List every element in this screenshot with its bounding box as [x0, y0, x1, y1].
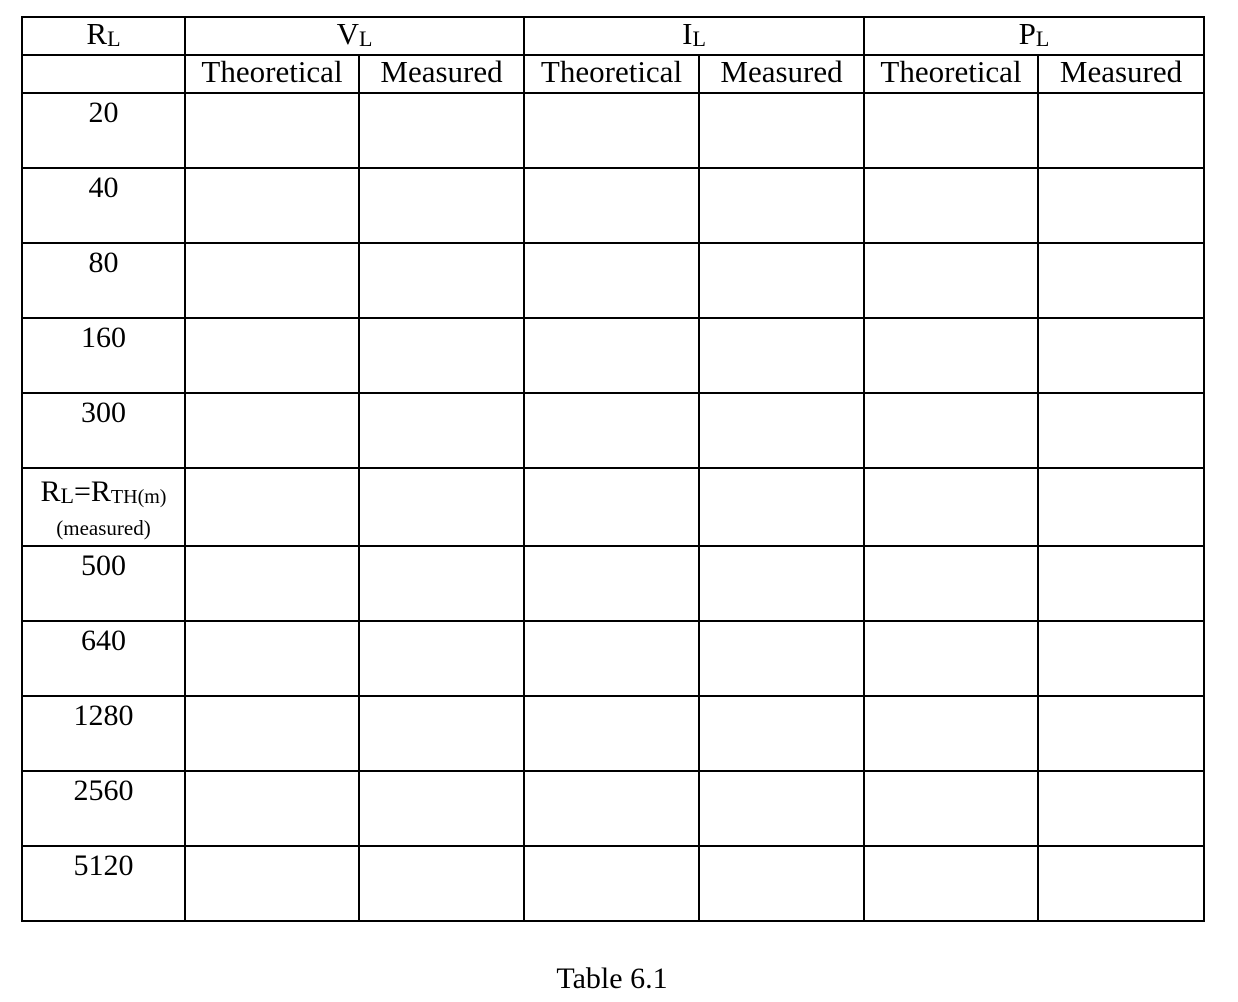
- pl-theoretical-cell[interactable]: [864, 243, 1038, 318]
- vl-theoretical-cell[interactable]: [185, 168, 359, 243]
- vl-measured-cell[interactable]: [359, 318, 524, 393]
- pl-measured-cell[interactable]: [1038, 771, 1204, 846]
- header-vl: [185, 17, 524, 55]
- rl-value: 40: [22, 168, 185, 243]
- pl-measured-cell[interactable]: [1038, 93, 1204, 168]
- il-theoretical-cell[interactable]: [524, 846, 699, 921]
- rl-value: 300: [22, 393, 185, 468]
- il-theoretical-cell[interactable]: [524, 771, 699, 846]
- il-theoretical-cell[interactable]: [524, 93, 699, 168]
- il-theoretical-cell[interactable]: [524, 243, 699, 318]
- header-vl-main: V: [336, 16, 359, 51]
- vl-theoretical-cell[interactable]: [185, 696, 359, 771]
- header-row: [22, 17, 1204, 55]
- rth-r: R: [40, 475, 61, 508]
- vl-measured-cell[interactable]: [359, 243, 524, 318]
- vl-measured-cell[interactable]: [359, 696, 524, 771]
- rl-value: 20: [22, 93, 185, 168]
- table-row: [22, 546, 1204, 621]
- pl-measured-cell[interactable]: [1038, 546, 1204, 621]
- vl-measured-cell[interactable]: [359, 168, 524, 243]
- vl-theoretical-cell[interactable]: [185, 468, 359, 546]
- il-measured-cell[interactable]: [699, 846, 864, 921]
- pl-theoretical-cell[interactable]: [864, 468, 1038, 546]
- rth-sub: TH(m): [110, 486, 167, 508]
- pl-theoretical-cell[interactable]: [864, 93, 1038, 168]
- rl-value: 2560: [22, 771, 185, 846]
- table-row: [22, 846, 1204, 921]
- rl-value: 500: [22, 546, 185, 621]
- vl-theoretical-cell[interactable]: [185, 621, 359, 696]
- vl-theoretical-cell[interactable]: [185, 93, 359, 168]
- subheader-row: [22, 55, 1204, 93]
- rl-value: 640: [22, 621, 185, 696]
- pl-theoretical-cell[interactable]: [864, 771, 1038, 846]
- il-measured-cell[interactable]: [699, 318, 864, 393]
- header-pl-sub: L: [1035, 26, 1050, 51]
- rth-l-sub: L: [60, 483, 74, 508]
- pl-measured-cell[interactable]: [1038, 468, 1204, 546]
- header-rl-main: R: [86, 16, 108, 51]
- il-theoretical-cell[interactable]: [524, 168, 699, 243]
- vl-theoretical-cell[interactable]: [185, 846, 359, 921]
- measured-note: (measured): [56, 516, 151, 540]
- il-measured-cell[interactable]: [699, 771, 864, 846]
- table-row-rth: [22, 468, 1204, 546]
- pl-measured-cell[interactable]: [1038, 318, 1204, 393]
- rl-value: 80: [22, 243, 185, 318]
- header-pl: [864, 17, 1204, 55]
- pl-measured-cell[interactable]: [1038, 393, 1204, 468]
- pl-theoretical-cell[interactable]: [864, 621, 1038, 696]
- subheader-vl-theoretical: Theoretical: [185, 55, 359, 93]
- load-resistance-table: [21, 16, 1205, 922]
- il-measured-cell[interactable]: [699, 243, 864, 318]
- il-theoretical-cell[interactable]: [524, 468, 699, 546]
- table-caption: Table 6.1: [556, 962, 668, 995]
- vl-measured-cell[interactable]: [359, 546, 524, 621]
- pl-theoretical-cell[interactable]: [864, 696, 1038, 771]
- rl-value: 1280: [22, 696, 185, 771]
- pl-measured-cell[interactable]: [1038, 846, 1204, 921]
- vl-theoretical-cell[interactable]: [185, 243, 359, 318]
- rl-equals-rth-label: [22, 468, 185, 546]
- vl-measured-cell[interactable]: [359, 846, 524, 921]
- header-pl-main: P: [1018, 16, 1036, 51]
- header-il: [524, 17, 864, 55]
- pl-theoretical-cell[interactable]: [864, 168, 1038, 243]
- table-row: [22, 93, 1204, 168]
- header-rl: [22, 17, 185, 55]
- il-measured-cell[interactable]: [699, 621, 864, 696]
- header-il-main: I: [682, 16, 693, 51]
- rth-eq: =R: [73, 475, 111, 508]
- table-row: [22, 621, 1204, 696]
- pl-theoretical-cell[interactable]: [864, 318, 1038, 393]
- header-vl-sub: L: [358, 26, 373, 51]
- pl-theoretical-cell[interactable]: [864, 546, 1038, 621]
- subheader-pl-theoretical: Theoretical: [864, 55, 1038, 93]
- table-row: [22, 243, 1204, 318]
- subheader-vl-measured: Measured: [359, 55, 524, 93]
- table-row: [22, 696, 1204, 771]
- vl-theoretical-cell[interactable]: [185, 318, 359, 393]
- il-measured-cell[interactable]: [699, 393, 864, 468]
- il-measured-cell[interactable]: [699, 93, 864, 168]
- header-il-sub: L: [692, 26, 706, 51]
- table-row: [22, 168, 1204, 243]
- il-measured-cell[interactable]: [699, 168, 864, 243]
- vl-theoretical-cell[interactable]: [185, 393, 359, 468]
- vl-measured-cell[interactable]: [359, 468, 524, 546]
- pl-theoretical-cell[interactable]: [864, 393, 1038, 468]
- table-row: [22, 318, 1204, 393]
- rl-value: 160: [22, 318, 185, 393]
- vl-measured-cell[interactable]: [359, 93, 524, 168]
- subheader-blank: [22, 55, 185, 93]
- pl-measured-cell[interactable]: [1038, 168, 1204, 243]
- table-row: [22, 771, 1204, 846]
- il-measured-cell[interactable]: [699, 546, 864, 621]
- rl-value: 5120: [22, 846, 185, 921]
- vl-measured-cell[interactable]: [359, 393, 524, 468]
- header-rl-sub: L: [107, 26, 121, 51]
- il-theoretical-cell[interactable]: [524, 393, 699, 468]
- pl-measured-cell[interactable]: [1038, 696, 1204, 771]
- table-row: [22, 393, 1204, 468]
- pl-measured-cell[interactable]: [1038, 621, 1204, 696]
- pl-theoretical-cell[interactable]: [864, 846, 1038, 921]
- il-measured-cell[interactable]: [699, 468, 864, 546]
- vl-measured-cell[interactable]: [359, 621, 524, 696]
- il-measured-cell[interactable]: [699, 696, 864, 771]
- subheader-pl-measured: Measured: [1038, 55, 1204, 93]
- il-theoretical-cell[interactable]: [524, 546, 699, 621]
- subheader-il-measured: Measured: [699, 55, 864, 93]
- vl-theoretical-cell[interactable]: [185, 771, 359, 846]
- il-theoretical-cell[interactable]: [524, 318, 699, 393]
- vl-measured-cell[interactable]: [359, 771, 524, 846]
- il-theoretical-cell[interactable]: [524, 621, 699, 696]
- vl-theoretical-cell[interactable]: [185, 546, 359, 621]
- subheader-il-theoretical: Theoretical: [524, 55, 699, 93]
- pl-measured-cell[interactable]: [1038, 243, 1204, 318]
- il-theoretical-cell[interactable]: [524, 696, 699, 771]
